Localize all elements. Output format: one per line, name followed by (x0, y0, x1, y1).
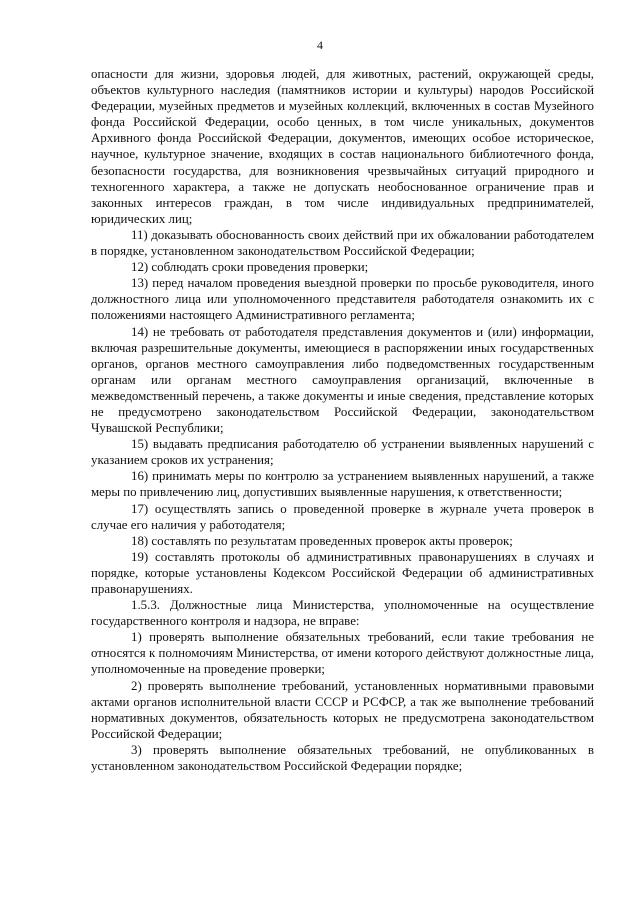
paragraph: 1.5.3. Должностные лица Министерства, уполномоченные на осуществление государственного контроля и надзора, не вправе: (91, 598, 594, 629)
document-body (91, 66, 594, 774)
paragraph: 19) составлять протоколы об административных правонарушениях в случаях и порядке, которые установлены Кодексом Российской Федерации об административных правонарушениях. (91, 549, 594, 596)
paragraph: 14) не требовать от работодателя представления документов и (или) информации, включая разрешительные документы, имеющиеся в распоряжении иных государственных органов, органов местного самоуправления либо подведомственных государственным органам или органам местного самоуправления организаций, включенные в межведомственный перечень, а также документы и иные сведения, представление которых не предусмотрено законодательством Российской Федерации, законодательством Чувашской Республики; (91, 324, 594, 436)
paragraph: 13) перед началом проведения выездной проверки по просьбе руководителя, иного должностного лица или уполномоченного представителя работодателя ознакомить их с положениями настоящего Административного регламента; (91, 276, 594, 323)
paragraph: 17) осуществлять запись о проведенной проверке в журнале учета проверок в случае его наличия у работодателя; (91, 501, 594, 532)
paragraph: 1) проверять выполнение обязательных требований, если такие требования не относятся к полномочиям Министерства, от имени которого действуют должностные лица, уполномоченные на проведение проверки; (91, 630, 594, 677)
paragraph: 15) выдавать предписания работодателю об устранении выявленных нарушений с указанием сроков их устранения; (91, 437, 594, 468)
paragraph: 3) проверять выполнение обязательных требований, не опубликованных в установленном законодательством Российской Федерации порядке; (91, 742, 594, 774)
paragraph: 11) доказывать обоснованность своих действий при их обжаловании работодателем в порядке, установленном законодательством Российской Федерации; (91, 227, 594, 259)
page-number: 4 (317, 38, 323, 52)
paragraph: 2) проверять выполнение требований, установленных нормативными правовыми актами органов исполнительной власти СССР и РСФСР, а так же выполнение требований нормативных документов, обязательность которых не предусмотрена законодательством Российской Федерации; (91, 678, 594, 741)
paragraph: 12) соблюдать сроки проведения проверки; (131, 260, 369, 275)
paragraph: 16) принимать меры по контролю за устранением выявленных нарушений, а также меры по привлечению лиц, допустивших выявленные нарушения, к ответственности; (91, 469, 594, 500)
paragraph: опасности для жизни, здоровья людей, для животных, растений, окружающей среды, объектов культурного наследия (памятников истории и культуры) народов Российской Федерации, музейных предметов и музейных коллекций, включенных в состав Музейного фонда Российской Федерации, особо ценных, в том числе уникальных, документов Архивного фонда Российской Федерации, документов, имеющих особое историческое, научное, культурное значение, входящих в состав национального библиотечного фонда, безопасности государства, для возникновения чрезвычайных ситуаций природного и техногенного характера, а также не допускать необоснованное ограничение прав и законных интересов граждан, в том числе индивидуальных предпринимателей, юридических лиц; (91, 67, 594, 226)
paragraph: 18) составлять по результатам проведенных проверок акты проверок; (131, 533, 513, 548)
